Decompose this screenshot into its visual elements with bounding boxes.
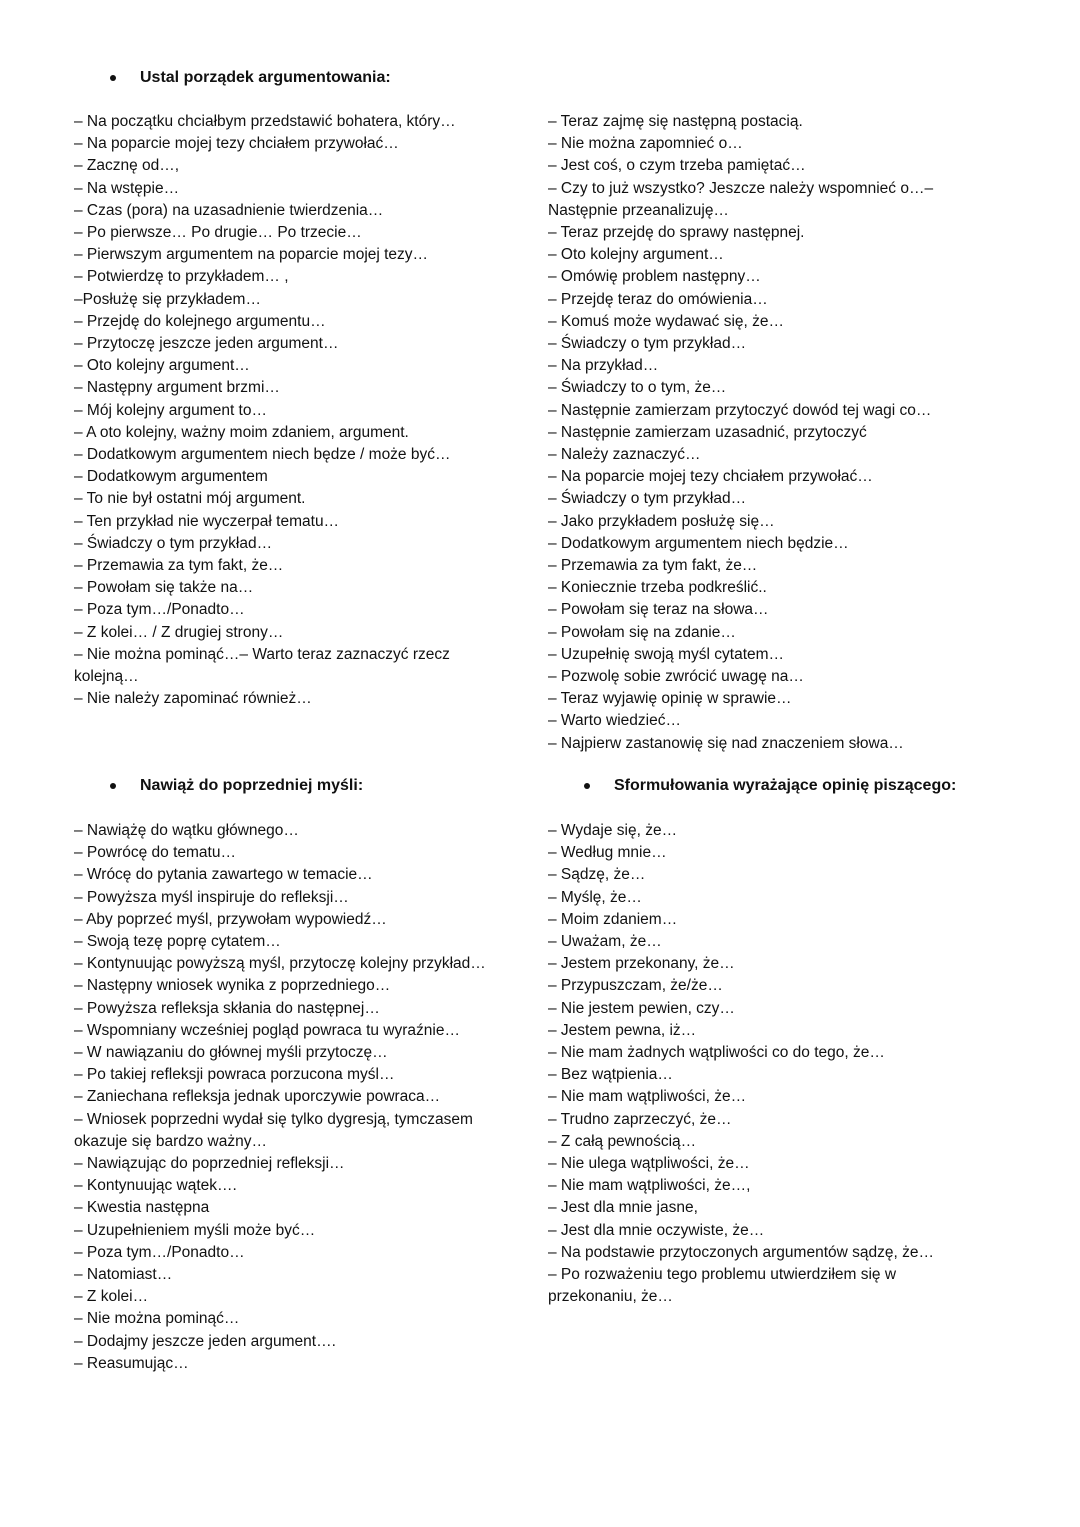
- argument-order-list-left: – Na początku chciałbym przedstawić bohatera, który… – Na poparcie mojej tezy chciałem przywołać… – Zacznę od…, – Na wstępie… – Czas (pora) na uzasadnienie twierdzenia… – Po pierwsze… Po drugie… Po trzecie… – Pierwszym argumentem na poparcie mojej tezy… – Potwierdzę to przykładem… , –Posłużę się przykładem… – Przejdę do kolejnego argumentu… – Przytoczę jeszcze jeden argument… – Oto kolejny argument… – Następny argument brzmi… – Mój kolejny argument to… – A oto kolejny, ważny moim zdaniem, argument. – Dodatkowym argumentem niech będze / może być… – Dodatkowym argumentem – To nie był ostatni mój argument. – Ten przykład nie wyczerpał tematu… – Świadczy o tym przykład… – Przemawia za tym fakt, że… – Powołam się także na… – Poza tym…/Ponadto… – Z kolei… / Z drugiej strony… – Nie można pominąć…– Warto teraz zaznaczyć rzecz kolejną… – Nie należy zapominać również…: [74, 113, 456, 708]
- bullet-icon: [110, 783, 116, 789]
- previous-thought-list: – Nawiążę do wątku głównego… – Powrócę do tematu… – Wrócę do pytania zawartego w temacie… – Powyższa myśl inspiruje do refleksji… – Aby poprzeć myśl, przywołam wypowiedź… – Swoją tezę poprę cytatem… – Kontynuując powyższą myśl, przytoczę kolejny przykład… – Następny wniosek wynika z poprzedniego… – Powyższa refleksja skłania do następnej… – Wspomniany wcześniej pogląd powraca tu wyraźnie… – W nawiązaniu do głównej myśli przytoczę… – Po takiej refleksji powraca porzucona myśl… – Zaniechana refleksja jednak uporczywie powraca… – Wniosek poprzedni wydał się tylko dygresją, tymczasem okazuje się bardzo ważny… – Nawiązując do poprzedniej refleksji… – Kontynuując wątek…. – Kwestia następna – Uzupełnieniem myśli może być… – Poza tym…/Ponadto… – Natomiast… – Z kolei… – Nie można pominąć… – Dodajmy jeszcze jeden argument…. – Reasumując…: [74, 822, 486, 1372]
- section-heading-argument-order: Ustal porządek argumentowania:: [140, 69, 391, 86]
- section-heading-previous-thought: Nawiąż do poprzedniej myśli:: [140, 777, 364, 794]
- bullet-icon: [110, 75, 116, 81]
- writer-opinion-list: – Wydaje się, że… – Według mnie… – Sądzę, że… – Myślę, że… – Moim zdaniem… – Uważam, że… – Jestem przekonany, że… – Przypuszczam, że/że… – Nie jestem pewien, czy… – Jestem pewna, iż… – Nie mam żadnych wątpliwości co do tego, że… – Bez wątpienia… – Nie mam wątpliwości, że… – Trudno zaprzeczyć, że… – Z całą pewnością… – Nie ulega wątpliwości, że… – Nie mam wątpliwości, że…, – Jest dla mnie jasne, – Jest dla mnie oczywiste, że… – Na podstawie przytoczonych argumentów sądzę, że… – Po rozważeniu tego problemu utwierdziłem się w przekonaniu, że…: [548, 822, 934, 1306]
- section-heading-writer-opinion: Sformułowania wyrażające opinię piszącego:: [614, 777, 957, 794]
- argument-order-list-right: – Teraz zajmę się następną postacią. – Nie można zapomnieć o… – Jest coś, o czym trzeba pamiętać… – Czy to już wszystko? Jeszcze należy wspomnieć o…– Następnie przeanalizuję… – Teraz przejdę do sprawy następnej. – Oto kolejny argument… – Omówię problem następny… – Przejdę teraz do omówienia… – Komuś może wydawać się, że… – Świadczy o tym przykład… – Na przykład… – Świadczy to o tym, że… – Następnie zamierzam przytoczyć dowód tej wagi co… – Następnie zamierzam uzasadnić, przytoczyć – Należy zaznaczyć… – Na poparcie mojej tezy chciałem przywołać… – Świadczy o tym przykład… – Jako przykładem posłużę się… – Dodatkowym argumentem niech będzie… – Przemawia za tym fakt, że… – Koniecznie trzeba podkreślić.. – Powołam się teraz na słowa… – Powołam się na zdanie… – Uzupełnię swoją myśl cytatem… – Pozwolę sobie zwrócić uwagę na… – Teraz wyjawię opinię w sprawie… – Warto wiedzieć… – Najpierw zastanowię się nad znaczeniem słowa…: [548, 113, 934, 752]
- bullet-icon: [584, 783, 590, 789]
